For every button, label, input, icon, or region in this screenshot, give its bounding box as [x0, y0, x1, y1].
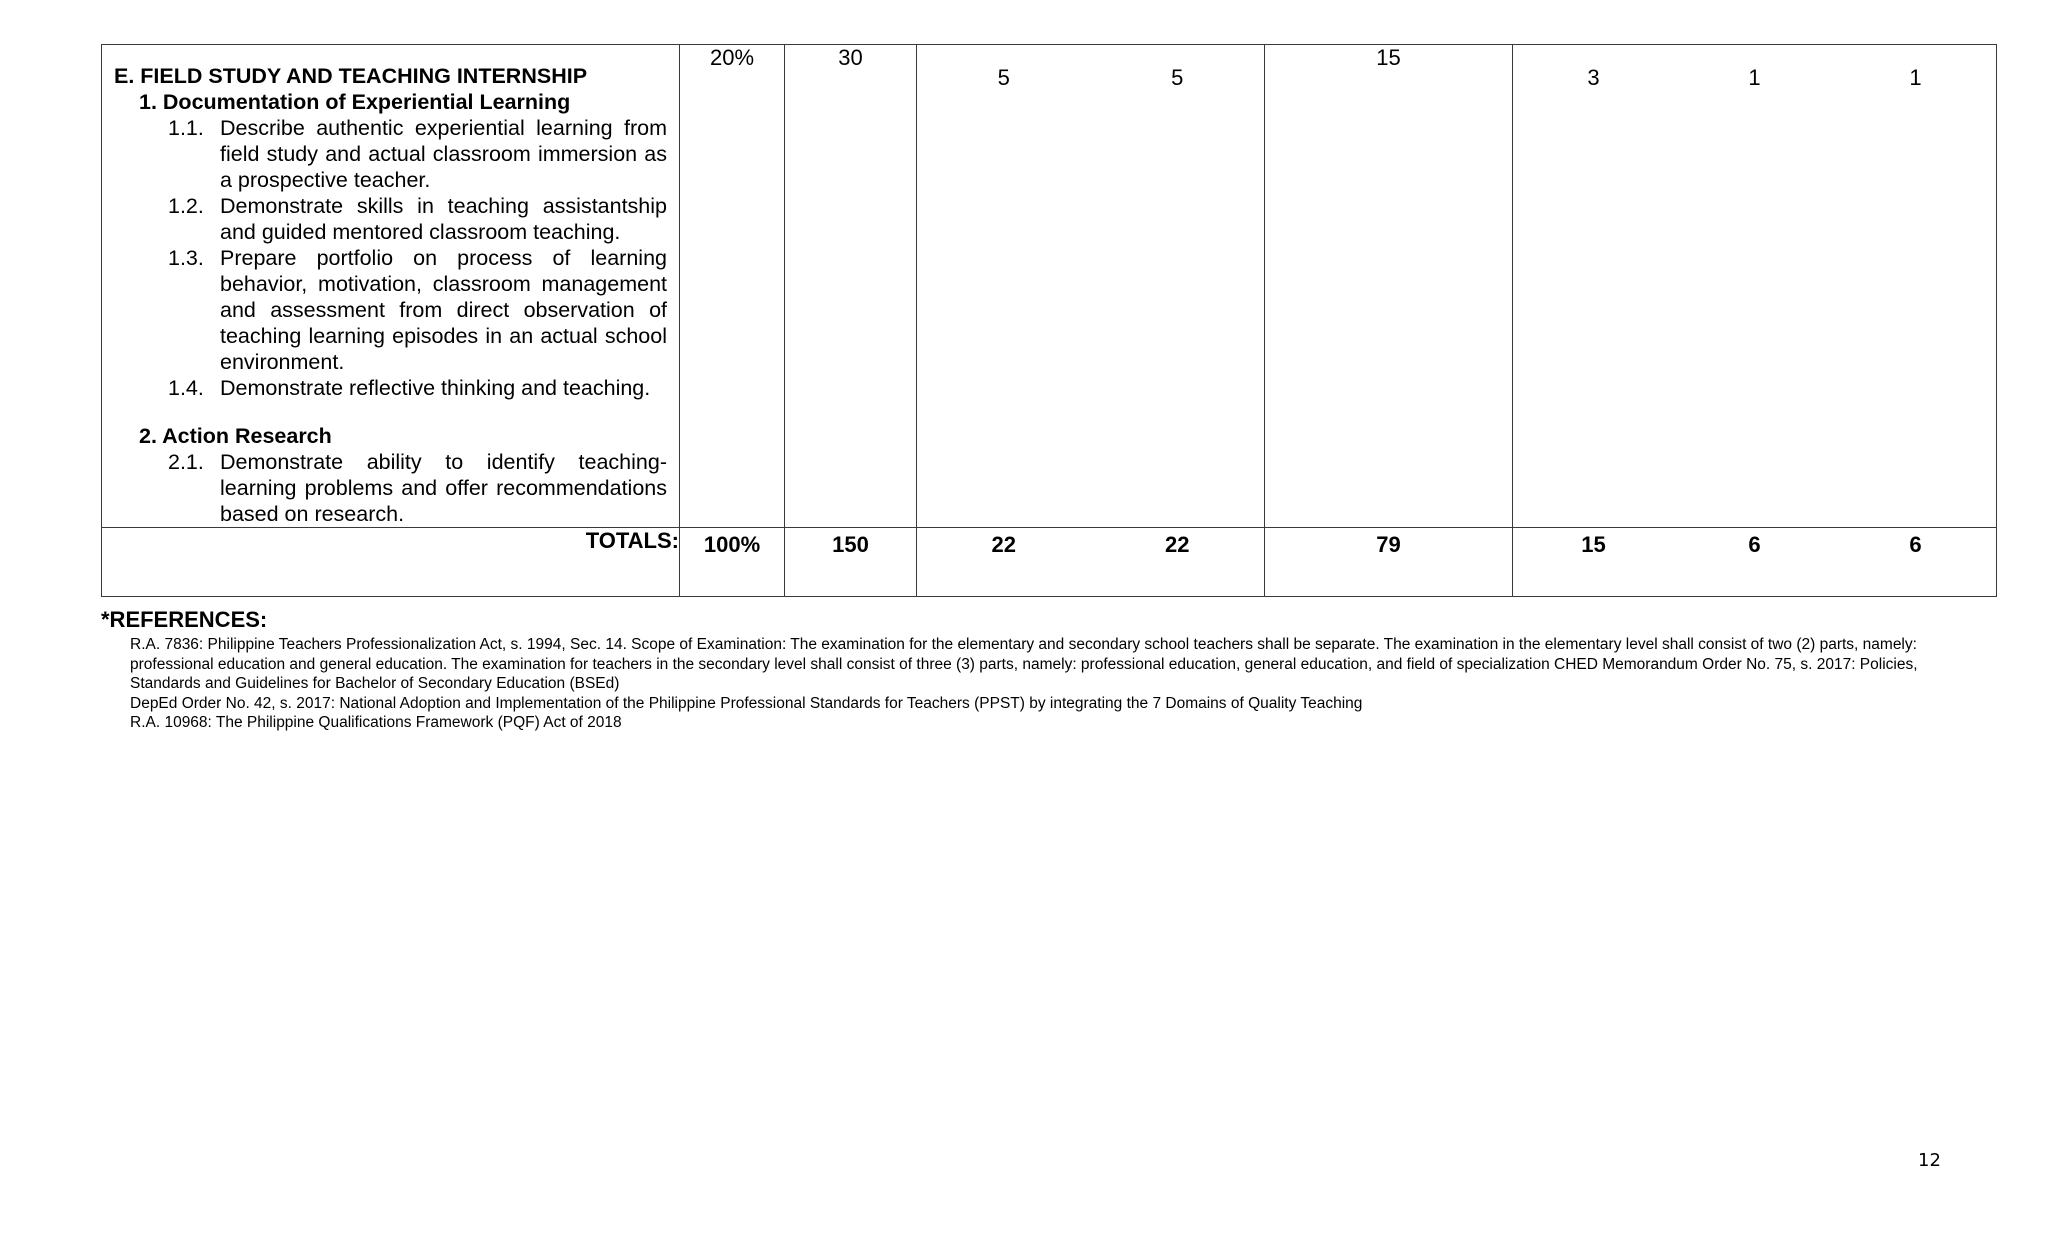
item-text: Demonstrate reflective thinking and teaching. [220, 376, 651, 400]
item-number: 1.3. [168, 246, 204, 270]
split-cell [917, 528, 1265, 597]
table-row-totals [102, 528, 1997, 597]
total-value-cell: 15 [1581, 532, 1606, 557]
reference-item: R.A. 10968: The Philippine Qualifications Framework (PQF) Act of 2018 [130, 714, 622, 731]
value-cell: 5 [997, 65, 1010, 90]
totals-label: TOTALS: [102, 528, 680, 597]
item-number: 1.2. [168, 194, 204, 218]
value-cell: 5 [1171, 65, 1184, 90]
item-text: Demonstrate skills in teaching assistantship and guided mentored classroom teaching. [220, 194, 667, 244]
item-number: 1.4. [168, 376, 204, 400]
subsection-title: 1. Documentation of Experiential Learning [139, 90, 571, 114]
references-list [101, 635, 1971, 733]
value-cell: 1 [1909, 65, 1922, 90]
subsection-title: 2. Action Research [139, 424, 332, 448]
item-text: Describe authentic experiential learning from field study and actual classroom immersion as a prospective teacher. [220, 116, 667, 192]
weight-cell: 20% [680, 45, 785, 528]
item-number: 1.1. [168, 116, 204, 140]
split-cell [1513, 45, 1997, 528]
total-value-cell: 6 [1748, 532, 1761, 557]
total-value-cell: 6 [1909, 532, 1922, 557]
split-cell [917, 45, 1265, 528]
references-heading: *REFERENCES: [101, 607, 268, 632]
section-title: E. FIELD STUDY AND TEACHING INTERNSHIP [114, 64, 588, 88]
total-items-cell: 150 [785, 528, 917, 597]
total-weight-cell: 100% [680, 528, 785, 597]
item-text: Demonstrate ability to identify teaching-learning problems and offer recommendations based on research. [220, 450, 667, 526]
value-cell: 3 [1587, 65, 1600, 90]
items-cell: 30 [785, 45, 917, 528]
item-number: 2.1. [168, 450, 204, 474]
list-item [114, 449, 667, 527]
page-number: 12 [1918, 1150, 1941, 1171]
competencies-cell [102, 45, 680, 528]
references-section [101, 607, 1971, 733]
total-value-cell: 79 [1265, 528, 1513, 597]
list-item [114, 245, 667, 375]
list-item [114, 375, 667, 401]
total-value-cell: 22 [1165, 532, 1190, 557]
table-row-field-study [102, 45, 1997, 528]
value-cell: 15 [1265, 45, 1513, 528]
reference-item: DepEd Order No. 42, s. 2017: National Adoption and Implementation of the Philippine Professional Standards for Teachers (PPST) by integrating the 7 Domains of Quality Teaching [130, 694, 1363, 712]
table-of-specifications [101, 44, 1997, 597]
split-cell [1513, 528, 1997, 597]
list-item [114, 115, 667, 193]
value-cell: 1 [1748, 65, 1761, 90]
reference-item: R.A. 7836: Philippine Teachers Professionalization Act, s. 1994, Sec. 14. Scope of Examination: The examination for the elementary and secondary school teachers shall be separate. The examination in the elementary level shall consist of two (2) parts, namely: professional education and general education. The examination for teachers in the secondary level shall consist of three (3) parts, namely: professional education, general education, and field of specialization CHED Memorandum Order No. 75, s. 2017: Policies, Standards and Guidelines for Bachelor of Secondary Education (BSEd) [130, 636, 1918, 692]
list-item [114, 193, 667, 245]
item-text: Prepare portfolio on process of learning behavior, motivation, classroom management and assessment from direct observation of teaching learning episodes in an actual school environment. [220, 246, 667, 374]
total-value-cell: 22 [991, 532, 1016, 557]
